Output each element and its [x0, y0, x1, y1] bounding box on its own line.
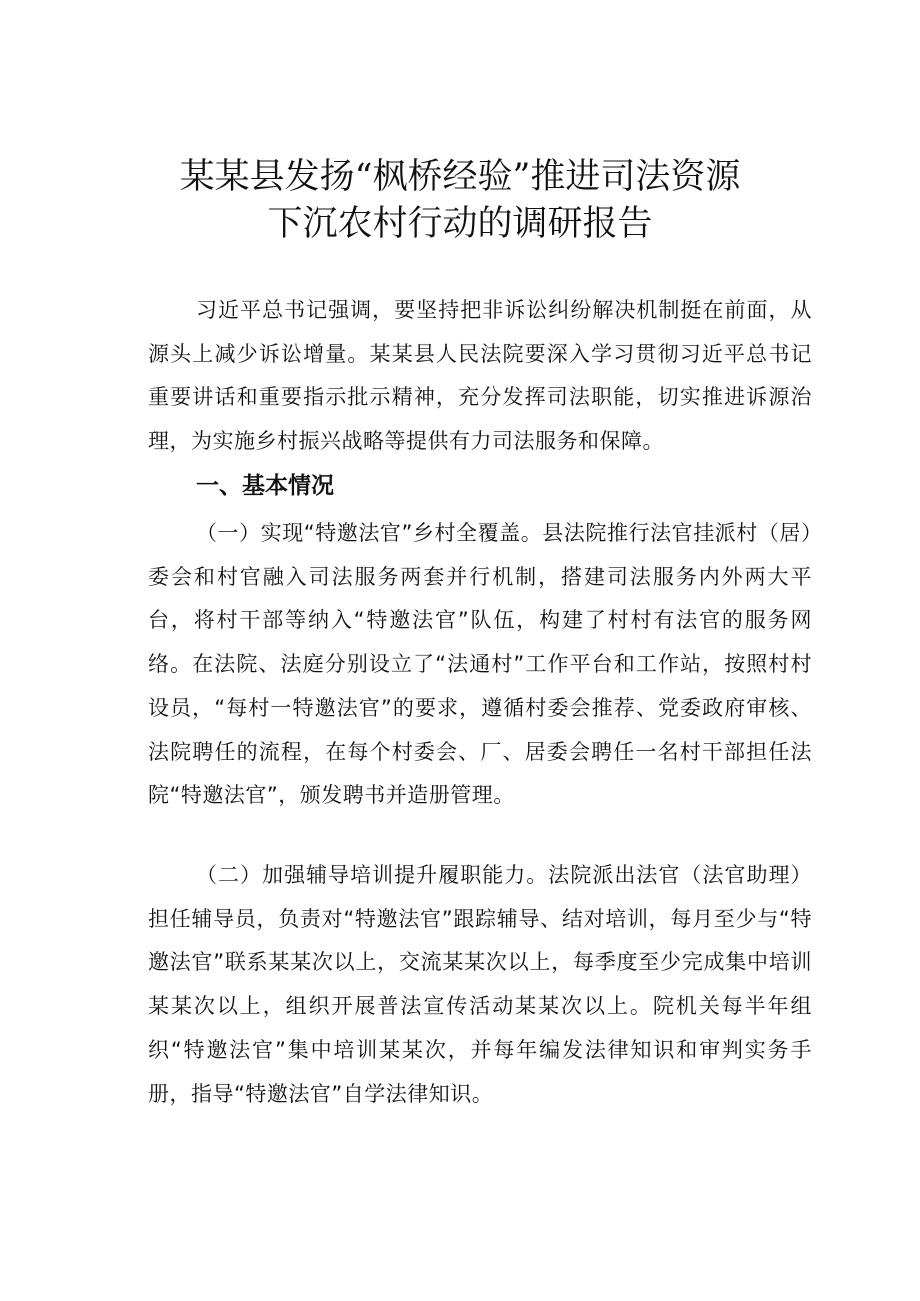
intro-paragraph: 习近平总书记强调，要坚持把非诉讼纠纷解决机制挺在前面，从源头上减少诉讼增量。某某县人民法院要深入学习贯彻习近平总书记重要讲话和重要指示批示精神，充分发挥司法职能，切实推进诉源治理，为实施乡村振兴战略等提供有力司法服务和保障。 — [148, 298, 812, 454]
section-heading-basic-situation: 一、基本情况 — [196, 473, 334, 499]
document-title-line-1: 某某县发扬“枫桥经验”推进司法资源 — [179, 157, 741, 197]
paragraph-special-judges-coverage: （一）实现“特邀法官”乡村全覆盖。县法院推行法官挂派村（居）委会和村官融入司法服务两套并行机制，搭建司法服务内外两大平台，将村干部等纳入“特邀法官”队伍，构建了村村有法官的服务网络。在法院、法庭分别设立了“法通村”工作平台和工作站，按照村村设员，“每村一特邀法官”的要求，遵循村委会推荐、党委政府审核、法院聘任的流程，在每个村委会、厂、居委会聘任一名村干部担任法院“特邀法官”，颁发聘书并造册管理。 — [148, 521, 812, 808]
paragraph-training-capacity: （二）加强辅导培训提升履职能力。法院派出法官（法官助理）担任辅导员，负责对“特邀法官”跟踪辅导、结对培训，每月至少与“特邀法官”联系某某次以上，交流某某次以上，每季度至少完成集中培训某某次以上，组织开展普法宣传活动某某次以上。院机关每半年组织“特邀法官”集中培训某某次，并每年编发法律知识和审判实务手册，指导“特邀法官”自学法律知识。 — [148, 863, 812, 1106]
document-title-line-2: 下沉农村行动的调研报告 — [267, 204, 653, 244]
